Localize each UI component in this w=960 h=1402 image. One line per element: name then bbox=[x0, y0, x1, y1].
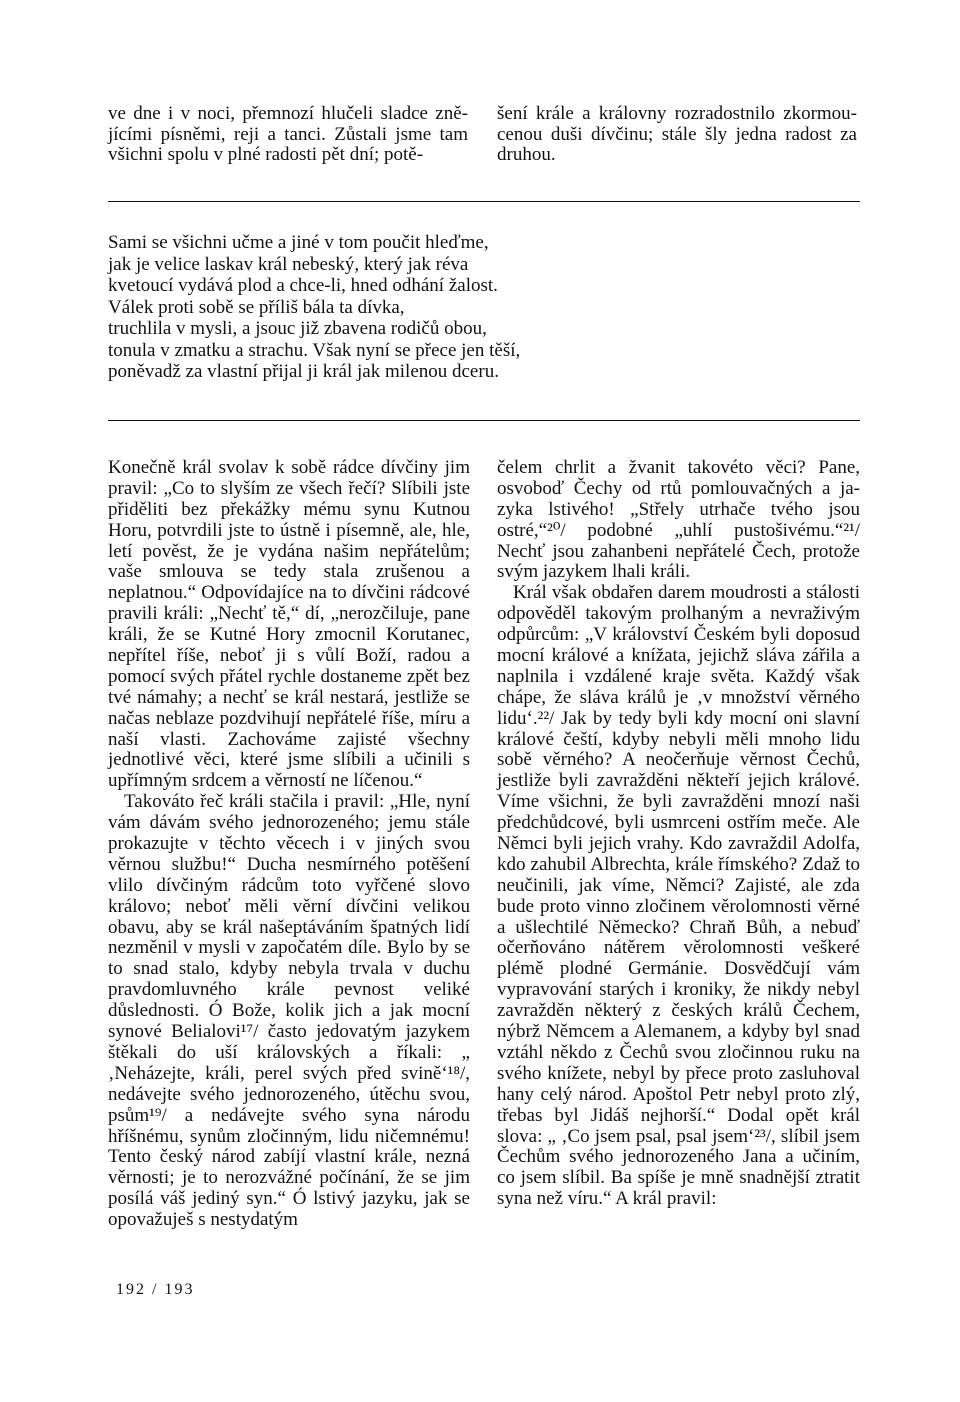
paragraph: Král však obdařen darem moudrosti a stálosti odpověděl takovým prolhaným a nevraživým odpůrcům: „V království Českém byli doposud mocní králové a knížata, jejichž sláva zářila a naplnila i vzdálené kraje světa. Každý však chápe, že sláva králů je ‚v množství věrného lidu‘.²²/ Jak by tedy byli kdy mocní oni slavní králové čeští, kdyby nebyli měli mnoho lidu sobě věrného? A neočerňuje věrnost Čechů, jestliže byli zavražděni někteří jejich králové. Víme všichni, že byli zavražděni mnozí naši předchůdcové, byli usmrceni ostřím meče. Ale Němci byli jejich vrahy. Kdo zavraždil Adolfa, kdo zahubil Albrechta, krále římského? Zdaž to neučinili, jak víme, Němci? Zajisté, ale zda bude proto vinno zločinem věrolomnosti věrné a ušlechtilé Německo? Chraň Bůh, a nebuď očerňováno nátěrem věrolomnosti veškeré plémě plodné Germánie. Dosvědčují vám vypravování starých i kroniky, že nikdy nebyl zavražděn některý z českých králů Čechem, nýbrž Němcem a Alemanem, a kdyby byl snad vztáhl někdo z Čechů svou zločinnou ruku na svého knížete, nebyl by přece proto zasluhoval hany celý národ. Apoštol Petr nebyl proto zlý, třebas byl Jidáš nejhorší.“ Dodal opět král slova: „ ‚Co jsem psal, psal jsem‘²³/, slíbil jsem Čechům svého jednorozeného Jana a učiním, co jsem slíbil. Ba spíše je mně snadnější ztratit syna než víru.“ A král pravil: bbox=[497, 582, 860, 1210]
horizontal-rule-top bbox=[108, 201, 860, 202]
page-number: 192 / 193 bbox=[116, 1281, 195, 1298]
intro-right-text: šení krále a královny rozradostnilo zkormoucenou duši dívčinu; stále šly jedna radost za druhou. bbox=[497, 103, 857, 166]
intro-left-column bbox=[108, 104, 468, 166]
horizontal-rule-bottom bbox=[108, 420, 860, 421]
verse-line: poněvadž za vlastní přijal ji král jak milenou dceru. bbox=[108, 361, 499, 383]
paragraph: Konečně král svolav k sobě rádce dívčiny jim pravil: „Co to slyším ze všech řečí? Slíbili jste přiděliti bez překážky mému synu Kutnou Horu, potvrdili jste to ústně i písemně, ale, hle, letí pověst, že je vydána našim nepřátelům; vaše smlouva se tedy stala zrušenou a neplatnou.“ Odpovídajíce na to dívčini rádcové pravili králi: „Nechť tě,“ dí, „nerozčiluje, pane králi, že se Kutné Hory zmocnil Korutanec, nepřítel říše, neboť ji s vůlí Boží, radou a pomocí svých přátel rychle dostaneme zpět bez tvé námahy; a nechť se král nestará, jestliže se načas neblaze pozdvihují nepřátelé říše, míru a naší vlasti. Zachováme zajisté všechny jednotlivé věci, které jsme slíbili a učinili s upřímným srdcem a věrností ne líčenou.“ bbox=[108, 457, 470, 792]
verse-line: Sami se všichni učme a jiné v tom poučit hleďme, bbox=[108, 232, 489, 253]
paragraph: čelem chrlit a žvanit takovéto věci? Pane, osvoboď Čechy od rtů pomlouvačných a jazyka lstivého! „Střely utrhače tvého jsou ostré,“²⁰/ podobné „uhlí pustošivému.“²¹/ Nechť jsou zahanbeni nepřátelé Čech, protože svým jazykem lhali králi. bbox=[497, 457, 860, 583]
main-left-column bbox=[108, 458, 470, 1231]
verse-line: jak je velice laskav král nebeský, který jak réva bbox=[108, 253, 469, 275]
intro-left-text: ve dne i v noci, přemnozí hlučeli sladce znějícími písněmi, reji a tanci. Zůstali jsme tam všichni spolu v plné radosti pět dní; potě- bbox=[108, 103, 468, 166]
verse-block bbox=[108, 232, 668, 383]
verse-line: truchlila v mysli, a jsouc již zbavena rodičů obou, bbox=[108, 318, 487, 340]
main-right-column bbox=[497, 458, 860, 1210]
verse-line: Válek proti sobě se příliš bála ta dívka, bbox=[108, 296, 405, 318]
intro-right-column bbox=[497, 104, 857, 166]
verse-line: tonula v zmatku a strachu. Však nyní se přece jen těší, bbox=[108, 339, 521, 361]
paragraph: Takováto řeč králi stačila i pravil: „Hle, nyní vám dávám svého jednorozeného; jemu stále prokazujte v těchto věcech i v jiných svou věrnou službu!“ Ducha nesmírného potěšení vlilo dívčiným rádcům toto vyřčené slovo královo; neboť měli věrní dívčini velikou obavu, aby se král našeptáváním špatných lidí nezměnil v mysli v započatém díle. Bylo by se to snad stalo, kdyby nebyla trvala v duchu pravdomluvného krále pevnost veliké důslednosti. Ó Bože, kolik jich a jak mocní synové Belialovi¹⁷/ často jedovatým jazykem štěkali do uší královských a říkali: „ ‚Neházejte, králi, perel svých před svině‘¹⁸/, nedávejte svého jednorozeného, útěchu svou, psům¹⁹/ a nedávejte svého syna národu hříšnému, synům zločinným, lidu ničemnému! Tento český národ zabíjí vlastní krále, nezná věrnosti; je to nerozvážné počínání, že se jim posílá váš jediný syn.“ Ó lstivý jazyku, jak se opovažuješ s nestydatým bbox=[108, 791, 470, 1231]
verse-line: kvetoucí vydává plod a chce-li, hned odhání žalost. bbox=[108, 275, 498, 297]
